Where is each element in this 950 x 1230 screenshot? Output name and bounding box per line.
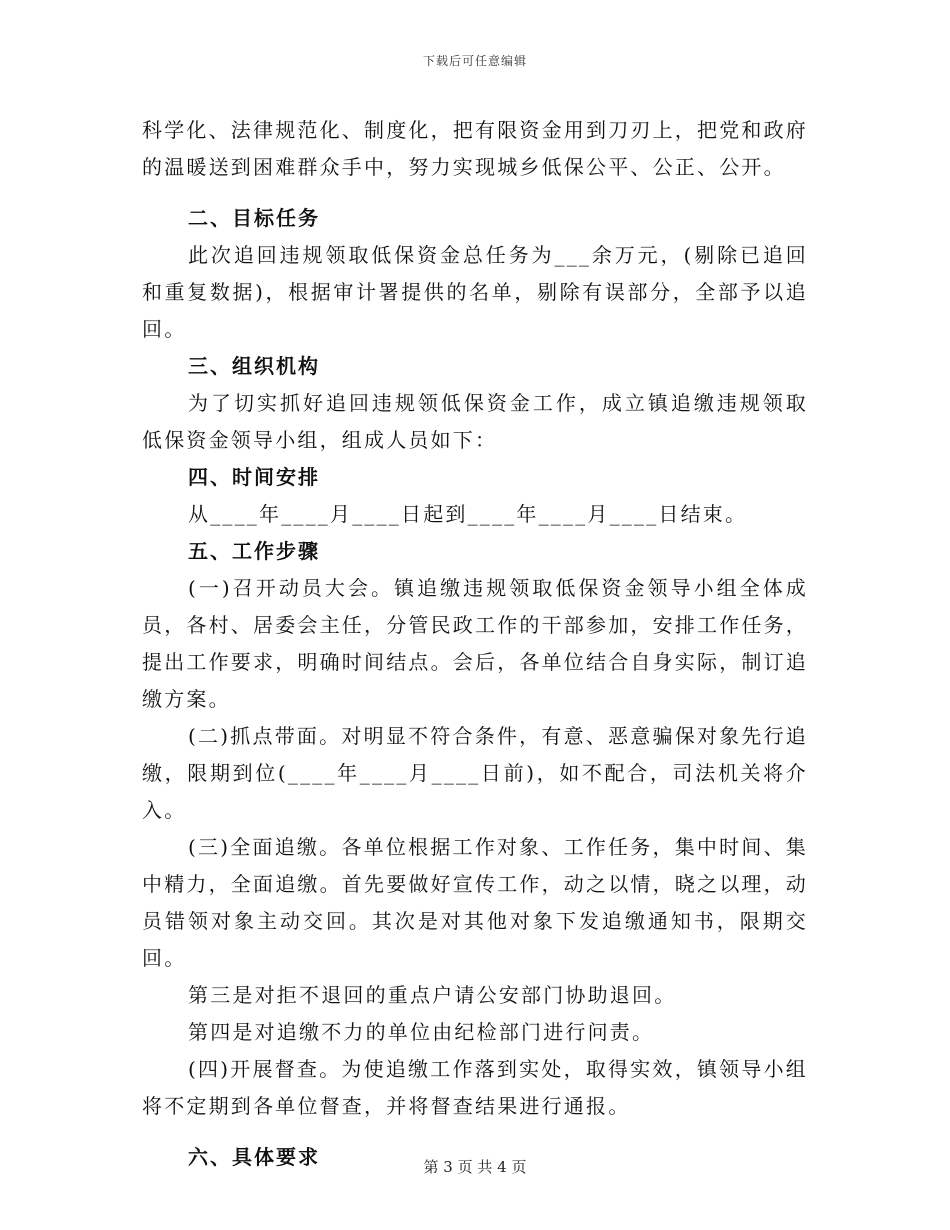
document-body — [142, 112, 808, 1176]
intro-paragraph: 科学化、法律规范化、制度化，把有限资金用到刀刃上，把党和政府的温暖送到困难群众手中，努力实现城乡低保公平、公正、公开。 — [142, 118, 808, 179]
page-number-footer: 第 3 页 共 4 页 — [423, 1158, 527, 1176]
section-heading-organization: 三、组织机构 — [188, 354, 320, 378]
spacer — [142, 1125, 808, 1139]
section-heading-target: 二、目标任务 — [188, 206, 320, 230]
step-1-paragraph: (一)召开动员大会。镇追缴违规领取低保资金领导小组全体成员，各村、居委会主任，分管民政工作的干部参加，安排工作任务，提出工作要求，明确时间结点。会后，各单位结合自身实际，制订追缴方案。 — [142, 576, 808, 711]
step-3-third-paragraph: 第三是对拒不退回的重点户请公安部门协助退回。 — [188, 983, 677, 1007]
target-paragraph: 此次追回违规领取低保资金总任务为___余万元，(剔除已追回和重复数据)，根据审计署提供的名单，剔除有误部分，全部予以追回。 — [142, 243, 808, 341]
organization-paragraph: 为了切实抓好追回违规领低保资金工作，成立镇追缴违规领取低保资金领导小组，组成人员如下： — [142, 391, 808, 452]
spacer — [142, 186, 808, 200]
step-3-fourth-paragraph: 第四是对追缴不力的单位由纪检部门进行问责。 — [188, 1020, 655, 1044]
schedule-paragraph: 从____年____月____日起到____年____月____日结束。 — [188, 502, 748, 526]
section-heading-requirements: 六、具体要求 — [188, 1145, 320, 1169]
step-4-paragraph: (四)开展督查。为使追缴工作落到实处，取得实效，镇领导小组将不定期到各单位督查，并将督查结果进行通报。 — [142, 1057, 808, 1118]
step-2-paragraph: (二)抓点带面。对明显不符合条件，有意、恶意骗保对象先行追缴，限期到位(____年____月____日前)，如不配合，司法机关将介入。 — [142, 724, 808, 822]
step-3-paragraph: (三)全面追缴。各单位根据工作对象、工作任务，集中时间、集中精力，全面追缴。首先要做好宣传工作，动之以情，晓之以理，动员错领对象主动交回。其次是对其他对象下发追缴通知书，限期交回。 — [142, 835, 808, 970]
page-header: 下载后可任意编辑 — [422, 54, 527, 68]
section-heading-steps: 五、工作步骤 — [188, 539, 320, 563]
section-heading-schedule: 四、时间安排 — [188, 465, 320, 489]
